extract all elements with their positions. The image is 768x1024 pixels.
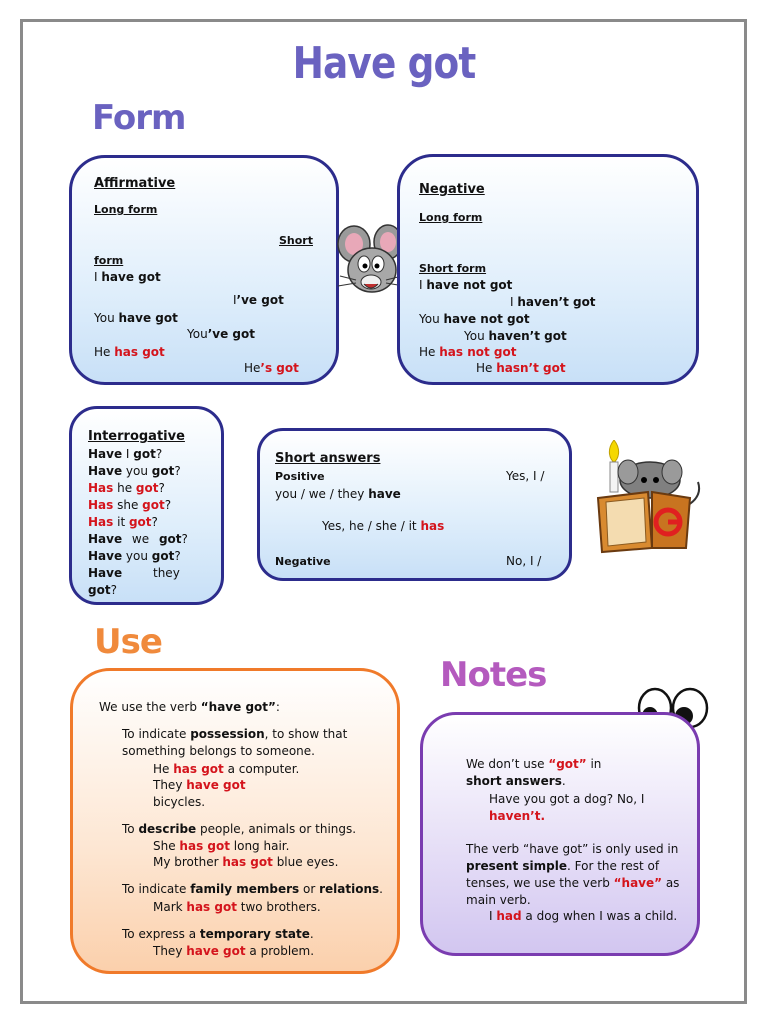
subject: I <box>122 447 134 461</box>
text: a dog when I was a child. <box>521 909 678 923</box>
use-point-possession <box>122 727 347 741</box>
text: blue eyes. <box>272 855 339 869</box>
no-i-text: No, I / <box>506 554 542 568</box>
text: . <box>561 774 566 788</box>
affirmative-row <box>244 360 299 377</box>
negative-row <box>510 294 596 311</box>
text: . <box>379 882 383 896</box>
keyword: relations <box>319 882 380 896</box>
use-example <box>153 855 338 869</box>
use-point-family <box>122 882 383 896</box>
text: To indicate <box>122 727 191 741</box>
notes-box <box>420 712 700 956</box>
interrogative-box <box>69 406 224 605</box>
negative-row <box>464 328 567 345</box>
note-example: Have you got a dog? No, I <box>489 792 645 806</box>
qmark: ? <box>164 498 172 512</box>
long-form-label: Long form <box>94 203 158 216</box>
keyword: “have” <box>613 876 663 890</box>
interrogative-header: Interrogative <box>88 429 185 444</box>
question-row <box>88 497 171 514</box>
qmark: ? <box>181 532 188 546</box>
page-title: Have got <box>292 38 476 89</box>
negative-row <box>419 344 516 361</box>
text: two brothers. <box>236 900 321 914</box>
aux: Have <box>88 532 123 546</box>
affirmative-row <box>94 310 178 327</box>
text: people, animals or things. <box>196 822 357 836</box>
keyword: short answers <box>466 774 562 788</box>
yes-he-line <box>322 518 444 535</box>
subject: we <box>122 532 159 546</box>
note-example-answer: haven’t. <box>489 809 545 823</box>
pronoun: He <box>476 361 497 375</box>
verb: has got <box>222 855 273 869</box>
verb: have got <box>186 944 246 958</box>
affirmative-box <box>69 155 339 385</box>
mouse-reading-book-icon <box>592 440 710 556</box>
text: . For the rest of <box>567 859 660 873</box>
use-heading: Use <box>94 622 162 662</box>
pronoun: You <box>419 312 444 326</box>
subject: he <box>113 481 136 495</box>
qmark: ? <box>174 464 181 478</box>
use-example <box>153 839 289 853</box>
affirmative-row <box>187 326 255 343</box>
aux: Have <box>88 464 123 478</box>
note-line: The verb “have got” is only used in <box>466 842 679 856</box>
text: To express a <box>122 927 200 941</box>
you-we-they-line <box>275 486 401 503</box>
text: a computer. <box>223 762 300 776</box>
use-point-temporary <box>122 927 314 941</box>
affirmative-header: Affirmative <box>94 176 176 191</box>
use-example-cont: bicycles. <box>153 795 206 809</box>
text: He <box>153 762 174 776</box>
got: got <box>128 515 152 529</box>
pronoun: He <box>244 361 261 375</box>
subject: you <box>122 549 152 563</box>
text: We don’t use <box>466 757 549 771</box>
subject: you <box>122 464 152 478</box>
use-example <box>153 778 246 792</box>
note-line: main verb. <box>466 893 531 907</box>
qmark: ? <box>155 447 163 461</box>
pronoun: I <box>510 295 518 309</box>
text: They <box>153 944 187 958</box>
affirmative-row <box>94 269 161 286</box>
text: tenses, we use the verb <box>466 876 614 890</box>
aux: Has <box>88 515 114 529</box>
question-row <box>88 531 188 548</box>
use-point-describe <box>122 822 356 836</box>
verb: has <box>420 519 445 533</box>
pronoun: I <box>419 278 427 292</box>
keyword: family members <box>190 882 300 896</box>
affirmative-row <box>233 292 284 309</box>
text: . <box>309 927 314 941</box>
verb: have got <box>186 778 246 792</box>
verb: ’s got <box>260 361 299 375</box>
aux: Have <box>88 447 123 461</box>
verb: ’ve got <box>207 327 255 341</box>
qmark: ? <box>110 583 117 597</box>
text: long hair. <box>229 839 290 853</box>
text: or <box>299 882 320 896</box>
note-example <box>489 909 677 923</box>
got: got <box>88 583 111 597</box>
short-form-label: Short form <box>419 262 487 275</box>
text: To <box>122 822 139 836</box>
pronoun: You <box>94 311 119 325</box>
aux: Has <box>88 481 114 495</box>
text: My brother <box>153 855 223 869</box>
use-box <box>70 668 400 974</box>
verb: haven’t got <box>488 329 567 343</box>
verb: has got <box>186 900 237 914</box>
verb: have <box>368 487 401 501</box>
intro-colon: : <box>275 700 280 714</box>
text: as <box>662 876 680 890</box>
short-form-label: Short <box>279 234 313 247</box>
use-intro <box>99 700 280 714</box>
keyword: temporary state <box>199 927 310 941</box>
got: got <box>151 464 175 478</box>
text: Mark <box>153 900 187 914</box>
negative-row <box>476 360 566 377</box>
got: got <box>158 532 182 546</box>
question-row <box>88 514 158 531</box>
got: got <box>151 549 175 563</box>
use-example <box>153 762 299 776</box>
note-line <box>466 859 659 873</box>
pronoun: He <box>94 345 115 359</box>
subject: she <box>113 498 143 512</box>
verb: have not got <box>443 312 530 326</box>
negative-row <box>419 277 512 294</box>
use-point-possession-cont: something belongs to someone. <box>122 744 315 758</box>
pronouns: you / we / they <box>275 487 369 501</box>
verb: ’ve got <box>236 293 284 307</box>
question-row <box>88 463 181 480</box>
aux: Has <box>88 498 114 512</box>
keyword: describe <box>138 822 197 836</box>
qmark: ? <box>158 481 165 495</box>
intro-text: We use the verb <box>99 700 201 714</box>
verb: haven’t got <box>517 295 596 309</box>
short-answers-box <box>257 428 572 581</box>
qmark: ? <box>174 549 181 563</box>
note-line <box>466 774 566 788</box>
negative-label: Negative <box>275 555 331 568</box>
aux: Have <box>88 549 123 563</box>
verb: has not got <box>439 345 517 359</box>
question-row <box>88 548 181 565</box>
text: , to show that <box>264 727 348 741</box>
text: They <box>153 778 187 792</box>
short-answers-header: Short answers <box>275 451 381 466</box>
affirmative-row <box>94 344 165 361</box>
pronouns: Yes, he / she / it <box>322 519 421 533</box>
negative-row <box>419 311 530 328</box>
positive-label: Positive <box>275 470 325 483</box>
keyword: had <box>496 909 522 923</box>
mouse-icon <box>334 218 406 304</box>
text: To indicate <box>122 882 191 896</box>
use-example <box>153 944 314 958</box>
question-last-aux: Have <box>88 566 123 580</box>
short-form-label-2: form <box>94 254 124 267</box>
verb: has got <box>179 839 230 853</box>
text: I <box>489 909 497 923</box>
keyword: possession <box>190 727 265 741</box>
yes-i-text: Yes, I / <box>506 469 545 483</box>
note-line <box>466 757 601 771</box>
got: got <box>142 498 165 512</box>
text: in <box>586 757 602 771</box>
verb: have not got <box>426 278 513 292</box>
qmark: ? <box>151 515 158 529</box>
negative-header: Negative <box>419 182 485 197</box>
verb: hasn’t got <box>496 361 566 375</box>
verb: has got <box>114 345 165 359</box>
got: got <box>135 481 159 495</box>
subject: it <box>113 515 129 529</box>
long-form-label: Long form <box>419 211 483 224</box>
verb: has got <box>173 762 224 776</box>
question-last-subject: they <box>153 566 180 580</box>
text: a problem. <box>245 944 315 958</box>
text: She <box>153 839 180 853</box>
question-row <box>88 446 162 463</box>
form-heading: Form <box>92 98 186 138</box>
question-row <box>88 480 165 497</box>
note-line <box>466 876 679 890</box>
got: got <box>133 447 156 461</box>
notes-heading: Notes <box>440 655 547 695</box>
verb: have got <box>101 270 161 284</box>
keyword: present simple <box>466 859 567 873</box>
negative-box <box>397 154 699 385</box>
pronoun: I <box>94 270 102 284</box>
verb: have got <box>118 311 178 325</box>
question-last-row <box>88 582 117 599</box>
intro-verb: “have got” <box>200 700 276 714</box>
keyword: “got” <box>548 757 587 771</box>
pronoun: I <box>233 293 237 307</box>
pronoun: You <box>187 327 208 341</box>
use-example <box>153 900 321 914</box>
pronoun: You <box>464 329 489 343</box>
pronoun: He <box>419 345 440 359</box>
